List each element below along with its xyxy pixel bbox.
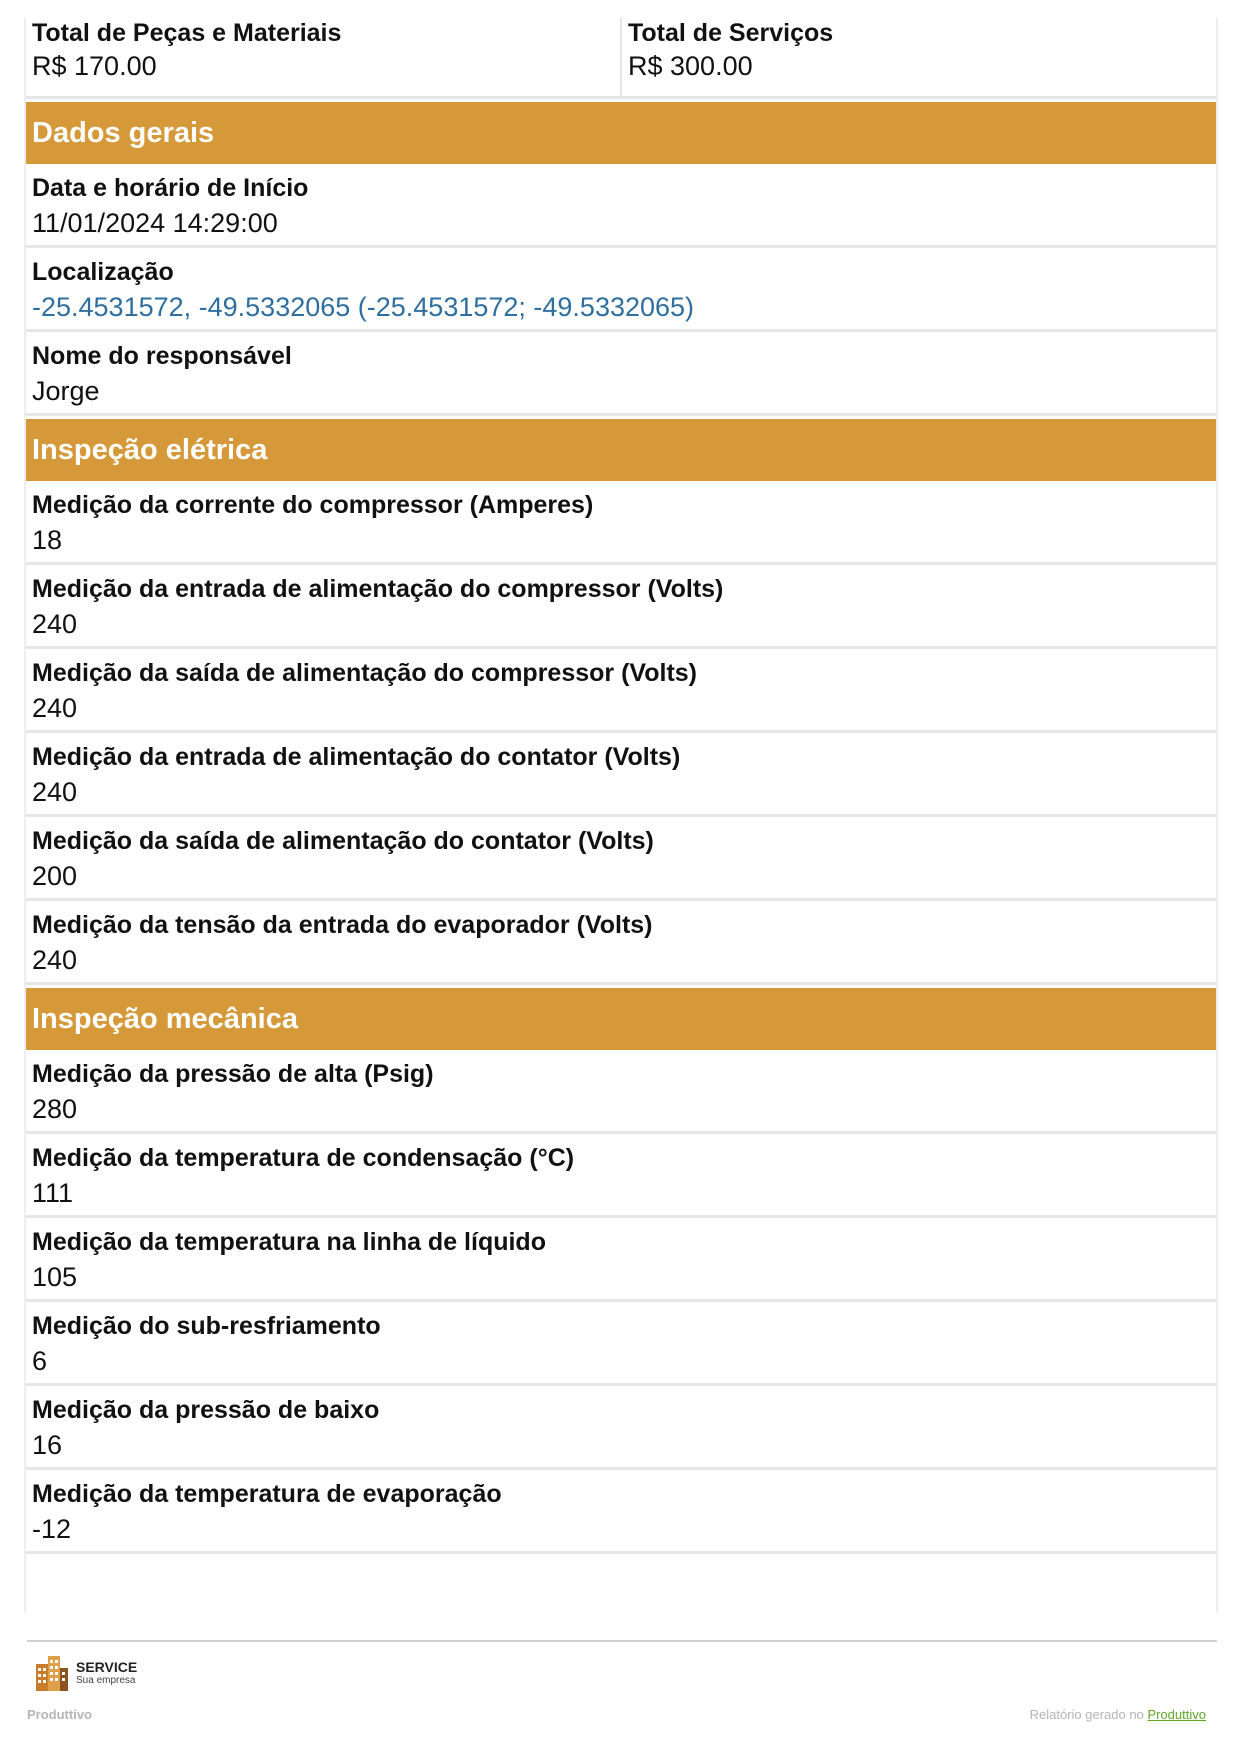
footer-produttivo-link[interactable]: Produttivo <box>1147 1707 1206 1722</box>
field-label: Medição da saída de alimentação do contator (Volts) <box>32 827 654 855</box>
section-header-inspecao-mecanica: Inspeção mecânica <box>26 988 1216 1050</box>
field-label: Medição da entrada de alimentação do compressor (Volts) <box>32 575 724 603</box>
logo-subtitle: Sua empresa <box>76 1674 136 1686</box>
footer-brand: Produttivo <box>27 1707 92 1722</box>
field-value: 240 <box>32 609 78 639</box>
field-label: Medição do sub-resfriamento <box>32 1312 381 1340</box>
parts-total-value: R$ 170.00 <box>32 51 157 81</box>
field-compressor-input-voltage <box>26 565 1216 649</box>
field-value: 240 <box>32 945 78 975</box>
parts-total <box>26 18 620 96</box>
field-condensation-temperature <box>26 1134 1216 1218</box>
field-label: Medição da pressão de baixo <box>32 1396 380 1424</box>
field-liquid-line-temperature <box>26 1218 1216 1302</box>
field-contactor-output-voltage <box>26 817 1216 901</box>
services-total-label: Total de Serviços <box>628 19 834 47</box>
building-logo-icon <box>34 1654 70 1692</box>
report-sheet <box>24 18 1218 1613</box>
field-value: 111 <box>32 1178 74 1208</box>
field-compressor-current <box>26 481 1216 565</box>
field-label: Medição da temperatura de evaporação <box>32 1480 502 1508</box>
field-value: 11/01/2024 14:29:00 <box>32 208 278 238</box>
section-header-dados-gerais: Dados gerais <box>26 102 1216 164</box>
field-value: 105 <box>32 1262 78 1292</box>
field-label: Nome do responsável <box>32 342 292 370</box>
parts-total-label: Total de Peças e Materiais <box>32 19 342 47</box>
field-evaporation-temperature <box>26 1470 1216 1554</box>
field-value: 280 <box>32 1094 78 1124</box>
field-label: Medição da entrada de alimentação do contator (Volts) <box>32 743 681 771</box>
location-link[interactable]: -25.4531572, -49.5332065 (-25.4531572; -49.5332065) <box>32 292 695 322</box>
field-low-pressure <box>26 1386 1216 1470</box>
services-total <box>620 18 1216 96</box>
field-location <box>26 248 1216 332</box>
field-label: Data e horário de Início <box>32 174 309 202</box>
section-header-inspecao-eletrica: Inspeção elétrica <box>26 419 1216 481</box>
field-value: 6 <box>32 1346 48 1376</box>
field-label: Localização <box>32 258 174 286</box>
footer-divider <box>27 1640 1217 1642</box>
field-subcooling <box>26 1302 1216 1386</box>
field-label: Medição da tensão da entrada do evaporador (Volts) <box>32 911 653 939</box>
field-label: Medição da saída de alimentação do compressor (Volts) <box>32 659 698 687</box>
field-value: 200 <box>32 861 78 891</box>
services-total-value: R$ 300.00 <box>628 51 753 81</box>
company-logo <box>34 1654 137 1692</box>
logo-text <box>76 1660 137 1687</box>
field-value: 18 <box>32 525 63 555</box>
field-value: 240 <box>32 777 78 807</box>
field-label: Medição da corrente do compressor (Amperes) <box>32 491 594 519</box>
field-label: Medição da pressão de alta (Psig) <box>32 1060 434 1088</box>
field-label: Medição da temperatura de condensação (°C) <box>32 1144 575 1172</box>
field-value: Jorge <box>32 376 100 406</box>
field-start-datetime <box>26 164 1216 248</box>
logo-name: SERVICE <box>76 1658 138 1675</box>
field-value: 16 <box>32 1430 63 1460</box>
field-value: -12 <box>32 1514 72 1544</box>
field-high-pressure <box>26 1050 1216 1134</box>
field-contactor-input-voltage <box>26 733 1216 817</box>
footer-generated-note <box>1030 1707 1206 1722</box>
footer-generated-text: Relatório gerado no <box>1029 1707 1144 1722</box>
totals-row <box>26 18 1216 99</box>
field-evaporator-input-voltage <box>26 901 1216 985</box>
field-compressor-output-voltage <box>26 649 1216 733</box>
field-label: Medição da temperatura na linha de líquido <box>32 1228 546 1256</box>
field-value: 240 <box>32 693 78 723</box>
field-responsible-name <box>26 332 1216 416</box>
